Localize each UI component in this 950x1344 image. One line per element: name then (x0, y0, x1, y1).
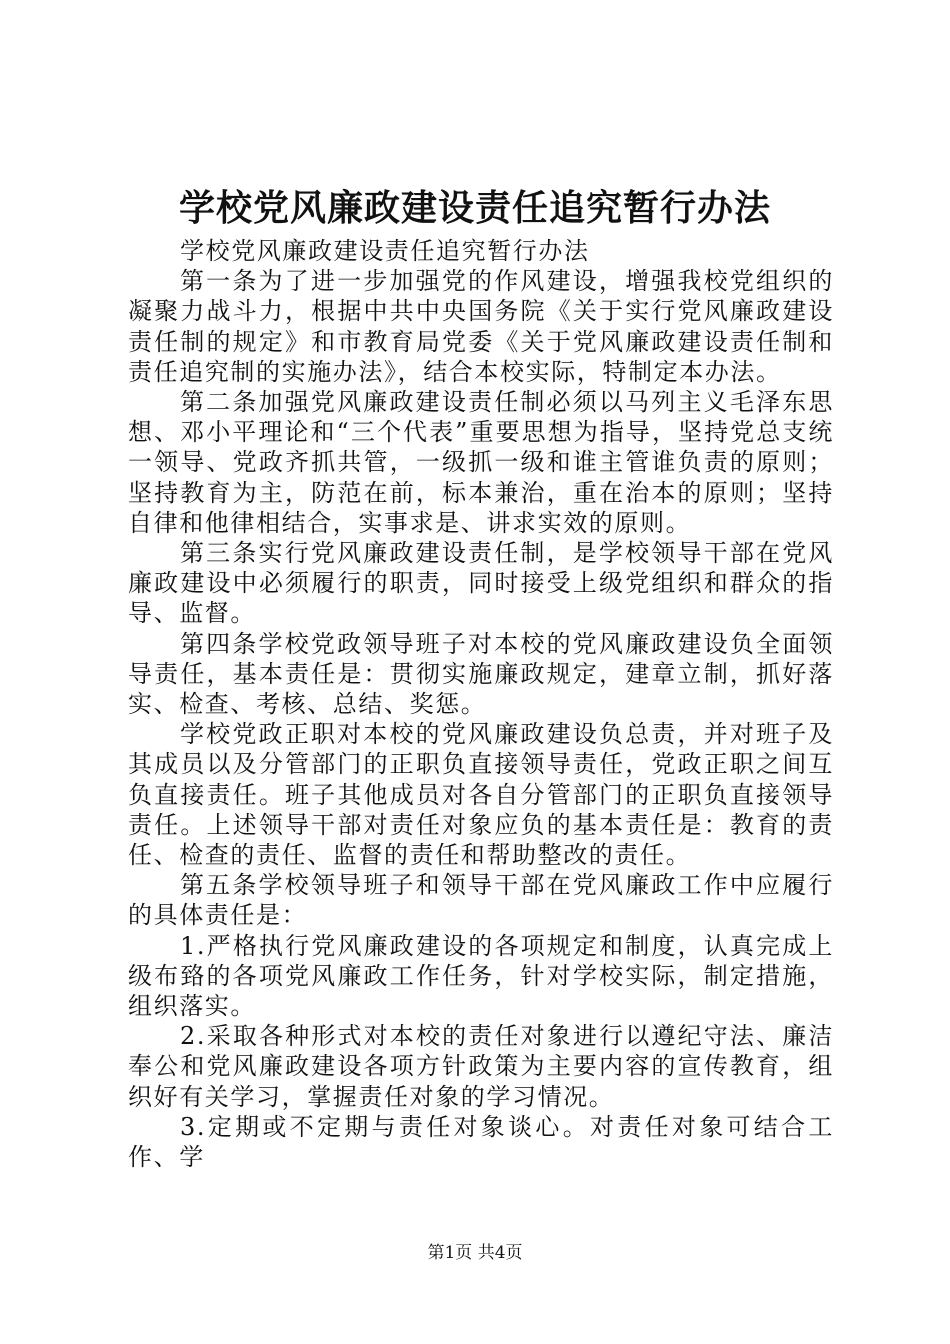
paragraph-item-3: 3.定期或不定期与责任对象谈心。对责任对象可结合工作、学 (128, 1112, 834, 1172)
paragraph-article-5: 第五条学校领导班子和领导干部在党风廉政工作中应履行的具体责任是： (128, 871, 834, 930)
paragraph-item-2: 2.采取各种形式对本校的责任对象进行以遵纪守法、廉洁奉公和党风廉政建设各项方针政策为主要内容的宣传教育，组织好有关学习，掌握责任对象的学习情况。 (128, 1022, 834, 1111)
document-body (128, 236, 834, 1172)
paragraph-article-3: 第三条实行党风廉政建设责任制，是学校领导干部在党风廉政建设中必须履行的职责，同时接受上级党组织和群众的指导、监督。 (128, 539, 834, 628)
paragraph-item-1: 1.严格执行党风廉政建设的各项规定和制度，认真完成上级布臵的各项党风廉政工作任务，针对学校实际，制定措施，组织落实。 (128, 931, 834, 1021)
paragraph-article-4-detail: 学校党政正职对本校的党风廉政建设负总责，并对班子及其成员以及分管部门的正职负直接领导责任，党政正职之间互负直接责任。班子其他成员对各自分管部门的正职负直接领导责任。上述领导干部对责任对象应负的基本责任是：教育的责任、检查的责任、监督的责任和帮助整改的责任。 (128, 720, 834, 870)
page-footer: 第1页 共4页 (427, 1243, 523, 1263)
document-title: 学校党风廉政建设责任追究暂行办法 (178, 187, 771, 229)
paragraph-article-1: 第一条为了进一步加强党的作风建设，增强我校党组织的凝聚力战斗力，根据中共中央国务院《关于实行党风廉政建设责任制的规定》和市教育局党委《关于党风廉政建设责任制和责任追究制的实施办法》，结合本校实际，特制定本办法。 (128, 267, 834, 386)
paragraph-article-4: 第四条学校党政领导班子对本校的党风廉政建设负全面领导责任，基本责任是：贯彻实施廉政规定，建章立制，抓好落实、检查、考核、总结、奖惩。 (128, 629, 834, 719)
paragraph-article-2: 第二条加强党风廉政建设责任制必须以马列主义毛泽东思想、邓小平理论和“三个代表”重要思想为指导，坚持党总支统一领导、党政齐抓共管，一级抓一级和谁主管谁负责的原则；坚持教育为主，防范在前，标本兼治，重在治本的原则；坚持自律和他律相结合，实事求是、讲求实效的原则。 (128, 388, 834, 537)
paragraph-heading: 学校党风廉政建设责任追究暂行办法 (180, 237, 590, 265)
